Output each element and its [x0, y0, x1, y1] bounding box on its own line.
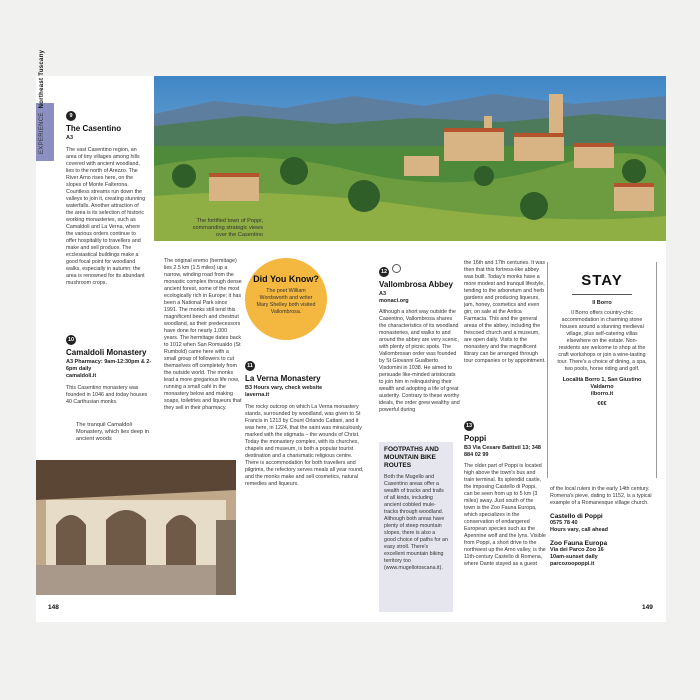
- la-verna-entry: [245, 354, 367, 488]
- poppi-details: B3 Via Cesare Battisti 13; 348 884 02 99: [464, 445, 541, 458]
- la-verna-title: La Verna Monastery: [245, 374, 321, 383]
- poppi-title: Poppi: [464, 434, 487, 443]
- entry-number: 9: [66, 111, 76, 121]
- vallombrosa-entry: [379, 260, 461, 414]
- zoo-address: Via dei Parco Zoo 16: [550, 547, 604, 553]
- hero-caption: The fortified town of Poppi, commanding strategic views over the Casentino: [192, 218, 263, 238]
- casentino-body: The vast Casentino region, an area of tiny villages among hills covered with ancient woodland, lies to the north of Arezzo. The River Arno rises here, on the slopes of Monte Falterona. Countless streams run down the valleys to join it, creating stunning waterfalls. Another attraction of the area is its selection of historic working monasteries, such as Camaldoli and La Verna, where the various orders continue to offer hospitality to travellers and make and sell produce. The ecclesiastical buildings make a good focal point for woodland walks, especially in autumn: the area is renowned for its abundant mushroom crops.: [66, 147, 146, 286]
- la-verna-body: The rocky outcrop on which La Verna monastery stands, surrounded by woodland, was given to St Francis in 1213 by Count Orlando Cattani, and it was here, in 1224, that the saint was miraculously marked with the stigmata – the wounds of Christ. Today the monastery complex, with its churches, chapels and museum, is both a popular tourist destination and a charismatic religious centre. There is accommodation for both travellers and pilgrims, the refectory serves meals all year round, and the monks make and sell cosmetics, natural remedies and liqueurs.: [245, 404, 364, 487]
- vallombrosa-continued: the 16th and 17th centuries. It was then that this fortress-like abbey was built. Today's monks have a more modest and tranquil lifestyle, tending to the arboretum and herb gardens and producing liqueurs, jam, honey, cosmetics and even gin; on sale at the Antica Farmacia. This and the general areas of the abbey, including the frescoed church and a museum, are open daily. Visits to the monastery and the magnificent library can be arranged through tour companies or by appointment.: [464, 260, 546, 364]
- stay-box: [547, 262, 657, 478]
- poppi-entry: [464, 414, 546, 568]
- entry-number: 10: [67, 337, 75, 343]
- zoo-title: Zoo Fauna Europa: [550, 540, 608, 547]
- camaldoli-website[interactable]: camaldoli.it: [66, 373, 97, 379]
- footpaths-body: Both the Mugello and Casentino areas offer a wealth of tracks and trails of all kinds, including ancient cobbled mule-tracks through woodland. Although both areas have plenty of steep mountain slopes, there is also a good choice of paths for an easy stroll. There's excellent mountain biking territory too (www.mugellotoscana.it).: [384, 474, 448, 571]
- vallombrosa-map-ref: A3: [379, 291, 387, 297]
- zoo-hours: 10am-sunset daily: [550, 554, 598, 560]
- photo2-caption: The tranquil Camaldoli Monastery, which lies deep in ancient woods: [76, 422, 149, 442]
- stay-website[interactable]: ilborro.it: [590, 391, 614, 397]
- romena-text: of the local rulers in the early 14th century. Romena's pieve, dating to 1152, is a typical example of a Romanesque village church.: [550, 486, 652, 506]
- poppi-body: The older part of Poppi is located high above the town's bus and train terminal. Its splendid castle, the imposing Castello di Poppi, can be seen from up to 5 km (3 miles) away. Just south of the town is the Zoo Fauna Europa, which specializes in the conservation of endangered European species such as the Apennine wolf and the lynx. Visible from Poppi, a short drive to the northwest up the Arno valley, is the 11th-century Castello di Romena, where Dante stayed as a guest: [464, 463, 546, 567]
- camaldoli-body: This Casentino monastery was founded in 1046 and today houses 40 Carthusian monks.: [66, 385, 148, 405]
- poppi-landscape-photo: [154, 76, 666, 241]
- castello-phone: 0575 78 40: [550, 520, 578, 526]
- casentino-title: The Casentino: [66, 124, 122, 133]
- stay-body: Il Borro offers country-chic accommodation in charming stone houses around a stunning medieval village, plus self-catering villas elsewhere on the estate. Non-residents are welcome to shop at the craft workshops or join a wine-tasting tour. There's a choice of dining, a spa, two pools, horse riding and golf.: [557, 310, 647, 372]
- stay-address: Località Borro 1, San Giustino Valdarno: [562, 377, 642, 390]
- did-you-know-badge: [245, 258, 327, 340]
- footpaths-title: FOOTPATHS AND MOUNTAIN BIKE ROUTES: [384, 446, 439, 469]
- map-ref: A3: [66, 135, 74, 141]
- vallombrosa-body: Although a short way outside the Casentino, Vallombrosa shares the characteristics of its woodland monasteries, and walks to and around the abbey are very scenic, with plenty of picnic spots. The Vallombrosan order was founded by St Giovanni Gualberto Visdomini in 1038. He aimed to persuade like-minded aristocrats to join him in relinquishing their wealth and adopting a life of great austerity. Contrary to these worthy ideals, the order grew wealthy and powerful during: [379, 309, 460, 413]
- footpaths-box: [379, 442, 453, 612]
- stay-price: €€€: [597, 401, 607, 407]
- guidebook-spread: [36, 49, 666, 622]
- stay-title: STAY: [581, 272, 623, 289]
- castello-hours: Hours vary, call ahead: [550, 527, 608, 533]
- zoo-website[interactable]: parcozoopoppi.it: [550, 561, 595, 567]
- entry-number: 12: [380, 269, 388, 275]
- la-verna-website[interactable]: laverna.it: [245, 392, 270, 398]
- section-label: EXPERIENCE Northeast Tuscany: [39, 49, 45, 154]
- did-you-know-body: The poet William Wordsworth and writer Mary Shelley both visited Vallombrosa.: [256, 288, 316, 315]
- camaldoli-continued: The original eremo (hermitage) lies 2.5 km (1.5 miles) up a narrow, winding road from the monastic complex through dense ancient forest, some of the most ecologically rich in Europe; it has been a National Park since 1991. The monks still tend this magnificent beech and chestnut woodland, as their predecessors have done for nearly 1,000 years. The hermitage dates back to 1012 when San Romualdo (St Rumbold) came here with a small group of followers to cut themselves off completely from the outside world. The monks lead a more gregarious life now, running a small café in the monastery below and making soaps, toiletries and liqueurs that they sell in their pharmacy.: [164, 258, 242, 411]
- camaldoli-details: A3 Pharmacy: 9am-12:30pm & 2-6pm daily: [66, 359, 152, 372]
- camaldoli-entry: [66, 328, 154, 406]
- vallombrosa-website[interactable]: monaci.org: [379, 298, 409, 304]
- web-icon: [392, 264, 401, 273]
- entry-number: 11: [245, 361, 255, 371]
- camaldoli-title: Camaldoli Monastery: [66, 348, 147, 357]
- monastery-cloister-photo: [36, 460, 236, 595]
- casentino-entry: [66, 104, 146, 287]
- page-number-right: 149: [642, 604, 653, 611]
- vallombrosa-title: Vallombrosa Abbey: [379, 280, 453, 289]
- stay-name: Il Borro: [592, 300, 612, 306]
- la-verna-details: B3 Hours vary, check website: [245, 385, 323, 391]
- castello-title: Castello di Poppi: [550, 513, 603, 520]
- poppi-extra: [550, 486, 660, 568]
- did-you-know-title: Did You Know?: [253, 274, 319, 284]
- entry-number: 13: [465, 423, 473, 429]
- page-number-left: 148: [48, 604, 59, 611]
